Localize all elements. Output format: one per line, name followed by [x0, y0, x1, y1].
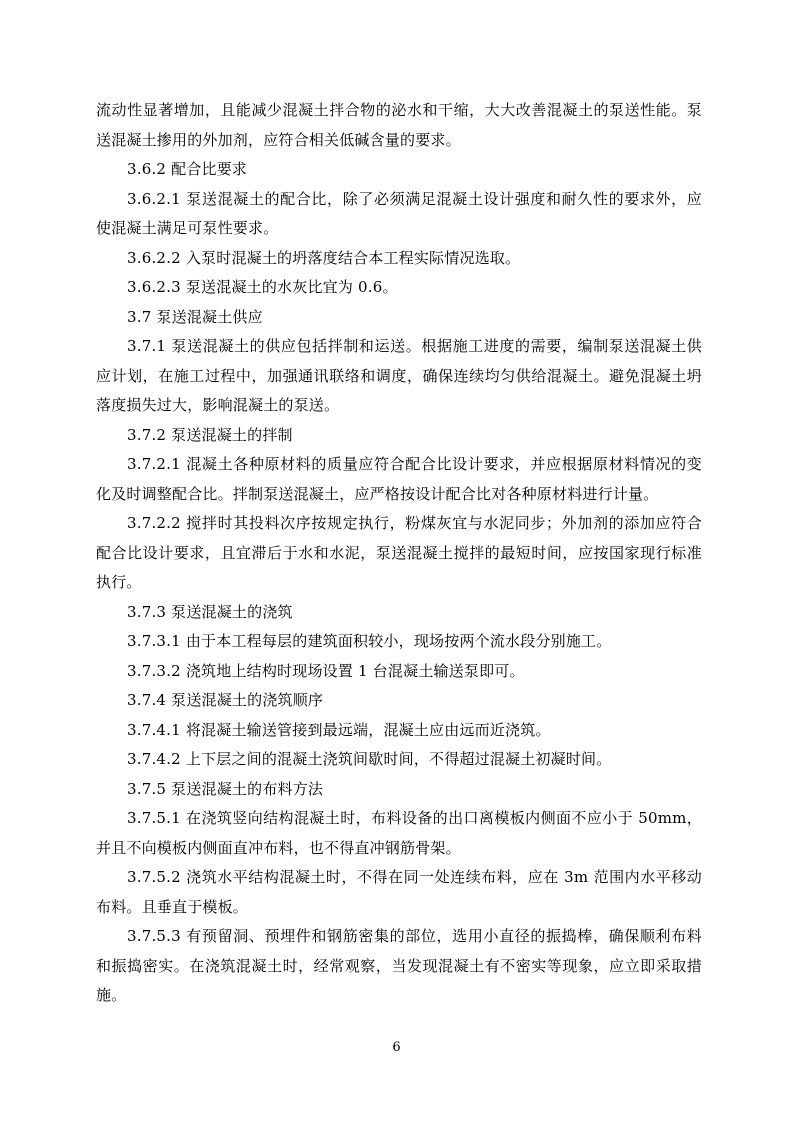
- paragraph: 3.7.5.1 在浇筑竖向结构混凝土时，布料设备的出口离模板内侧面不应小于 50mm，并且不向模板内侧面直冲布料，也不得直冲钢筋骨架。: [96, 809, 702, 857]
- section-heading: 3.7.2 泵送混凝土的拌制: [127, 425, 293, 444]
- paragraph: 3.7.5.3 有预留洞、预埋件和钢筋密集的部位，选用小直径的振捣棒，确保顺利布料和振捣密实。在浇筑混凝土时，经常观察，当发现混凝土有不密实等现象，应立即采取措施。: [96, 927, 702, 1004]
- paragraph: 3.7.2.1 混凝土各种原材料的质量应符合配合比设计要求，并应根据原材料情况的变化及时调整配合比。拌制泵送混凝土，应严格按设计配合比对各种原材料进行计量。: [96, 455, 702, 503]
- paragraph: 流动性显著增加，且能减少混凝土拌合物的泌水和干缩，大大改善混凝土的泵送性能。泵送混凝土掺用的外加剂，应符合相关低碱含量的要求。: [96, 101, 702, 149]
- paragraph: 3.7.2.2 搅拌时其投料次序按规定执行，粉煤灰宜与水泥同步；外加剂的添加应符合配合比设计要求，且宜滞后于水和水泥，泵送混凝土搅拌的最短时间，应按国家现行标准执行。: [96, 514, 702, 591]
- paragraph: 3.7.4.2 上下层之间的混凝土浇筑间歇时间，不得超过混凝土初凝时间。: [127, 750, 612, 768]
- section-heading: 3.7 泵送混凝土供应: [127, 307, 263, 326]
- paragraph: 3.6.2.3 泵送混凝土的水灰比宜为 0.6。: [127, 278, 398, 296]
- paragraph: 3.7.3.1 由于本工程每层的建筑面积较小，现场按两个流水段分别施工。: [127, 632, 612, 650]
- paragraph: 3.6.2.1 泵送混凝土的配合比，除了必须满足混凝土设计强度和耐久性的要求外，应使混凝土满足可泵性要求。: [96, 189, 702, 237]
- section-heading: 3.7.3 泵送混凝土的浇筑: [127, 602, 293, 621]
- paragraph: 3.7.4.1 将混凝土输送管接到最远端，混凝土应由远而近浇筑。: [127, 720, 551, 739]
- section-heading: 3.7.5 泵送混凝土的布料方法: [127, 779, 324, 798]
- section-heading: 3.7.4 泵送混凝土的浇筑顺序: [127, 691, 324, 709]
- section-heading: 3.6.2 配合比要求: [127, 160, 248, 178]
- paragraph: 3.7.1 泵送混凝土的供应包括拌制和运送。根据施工进度的需要，编制泵送混凝土供应计划，在施工过程中，加强通讯联络和调度，确保连续均匀供给混凝土。避免混凝土坍落度损失过大，影响混凝土的泵送。: [96, 337, 702, 414]
- paragraph: 3.7.5.2 浇筑水平结构混凝土时，不得在同一处连续布料，应在 3m 范围内水平移动布料。且垂直于模板。: [96, 868, 702, 916]
- page-number: 6: [392, 1040, 401, 1055]
- paragraph: 3.7.3.2 浇筑地上结构时现场设置 1 台混凝土输送泵即可。: [127, 661, 525, 680]
- paragraph: 3.6.2.2 入泵时混凝土的坍落度结合本工程实际情况选取。: [127, 248, 521, 267]
- document-body: [96, 96, 702, 1011]
